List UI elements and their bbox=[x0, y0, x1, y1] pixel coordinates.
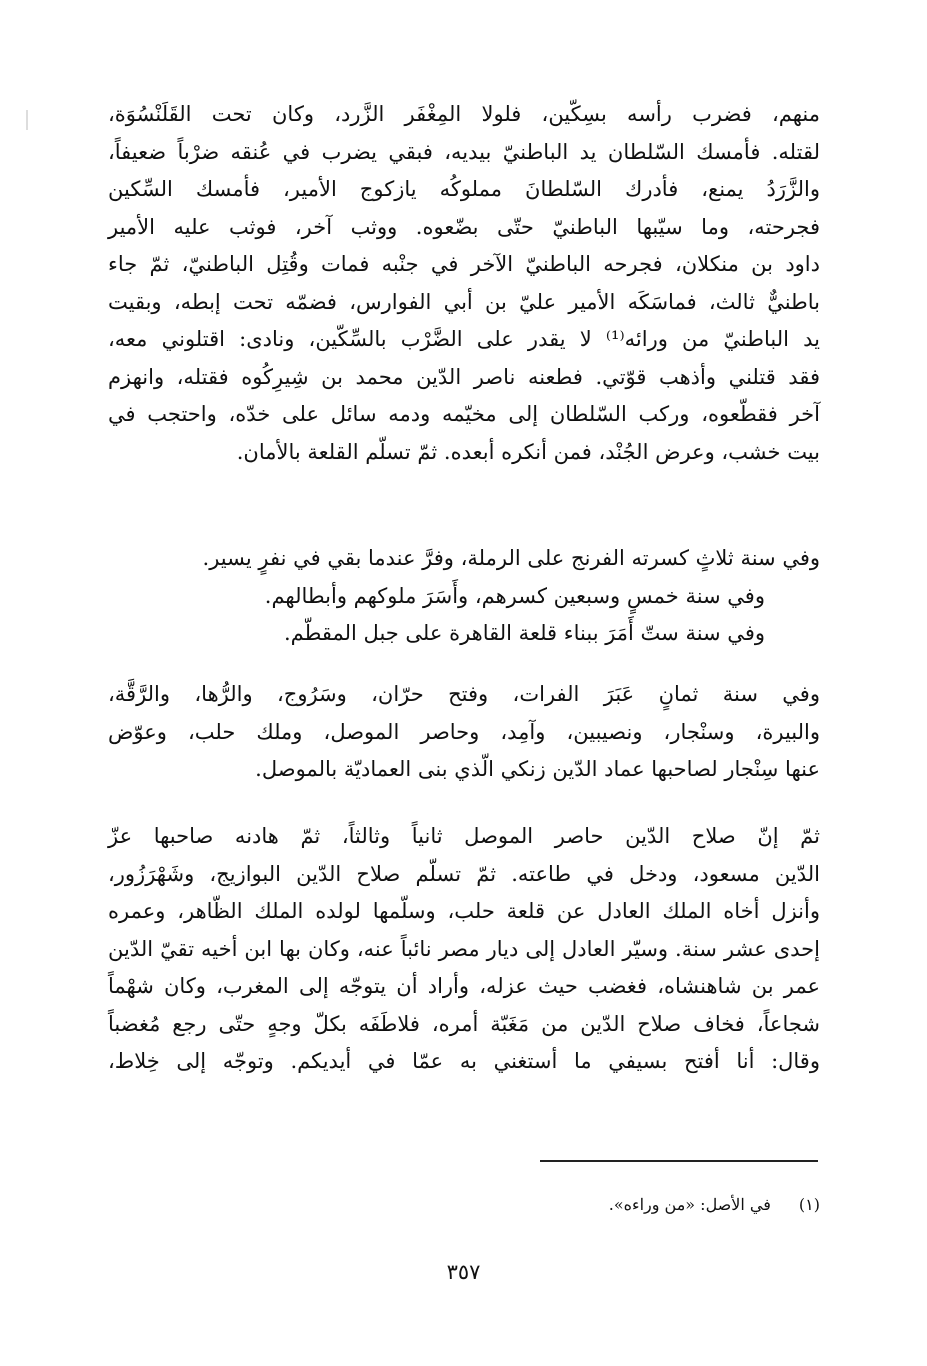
text-line: منهم، فضرب رأسه بسِكّين، فلولا المِغْفَر الزَّرد، وكان تحت القَلَنْسُوَة، bbox=[108, 102, 820, 126]
text-line: لقتله. فأمسك السّلطان يد الباطنيّ بيديه، فبقي يضرب في عُنقه ضرْباً ضعيفاً، bbox=[108, 139, 820, 164]
paragraph-4 bbox=[108, 818, 820, 1081]
footnote-number: (١) bbox=[798, 1195, 820, 1214]
footnote-divider bbox=[540, 1160, 818, 1162]
text-line: عنها سِنْجار لصاحبها عماد الدّين زنكي الّذي بنى العماديّة بالموصل. bbox=[255, 757, 820, 781]
text-line: يد الباطنيّ من ورائه⁽¹⁾ لا يقدر على الضَّرْب بالسِّكّين، ونادى: اقتلوني معه، bbox=[108, 327, 820, 351]
text-line: والزَّرَدُ يمنع، فأدرك السّلطانَ مملوكُه يازكوج الأمير، فأمسك السِّكين bbox=[108, 177, 820, 201]
page-number: ٣٥٧ bbox=[446, 1260, 481, 1284]
text-line: والبيرة، وسنْجار، ونصيبين، وآمِد، وحاصر الموصل، وملك حلب، وعوّض bbox=[108, 719, 820, 744]
text-line: وفي سنة ثمانٍ عَبَرَ الفرات، وفتح حرّان، وسَرُوج، والرُّها، والرَّقَّة، bbox=[108, 682, 820, 706]
text-line: وأنزل أخاه الملك العادل عن قلعة حلب، وسلّمها لولده الملك الظّاهر، وعمره bbox=[108, 899, 820, 923]
text-line: بيت خشب، وعرض الجُنْد، فمن أنكره أبعده. ثمّ تسلّم القلعة بالأمان. bbox=[236, 439, 820, 464]
text-line: ثمّ إنّ صلاح الدّين حاصر الموصل ثانياً وثالثاً، ثمّ هادنه صاحبها عزّ bbox=[108, 824, 820, 848]
text-line: عمر بن شاهنشاه، فغضب حيث عزله، وأراد أن يتوجّه إلى المغرب، وكان شهْماً bbox=[108, 974, 820, 998]
text-line: فقد قتلني وأذهب قوّتي. فطعنه ناصر الدّين محمد بن شِيرِكُوه فقتله، وانهزم bbox=[108, 364, 820, 389]
paragraph-2 bbox=[108, 540, 820, 653]
text-line: وقال: أنا أفتح بسيفي ما أستغني به عمّا في أيديكم. وتوجّه إلى خِلاط، bbox=[108, 1049, 820, 1073]
text-line: إحدى عشر سنة. وسيّر العادل إلى ديار مصر نائباً عنه، وكان بها ابن أخيه تقيّ الدّين bbox=[108, 936, 820, 961]
footnote-text: في الأصل: «من وراءه». bbox=[608, 1195, 771, 1214]
footnote bbox=[400, 1192, 820, 1218]
text-line: وفي سنة ستّ أَمَرَ ببناء قلعة القاهرة على جبل المقطّم. bbox=[283, 621, 765, 645]
text-line: وفي سنة ثلاثٍ كسرته الفرنج على الرملة، وفرَّ عندما بقي في نفرٍ يسير. bbox=[202, 546, 820, 570]
paragraph-1 bbox=[108, 96, 820, 471]
text-line: الدّين مسعود، ودخل في طاعته. ثمّ تسلّم صلاح الدّين البوازيج، وشَهْرَزُور، bbox=[108, 861, 820, 886]
paragraph-3 bbox=[108, 676, 820, 789]
text-line: وفي سنة خمسٍ وسبعين كسرهم، وأَسَرَ ملوكهم وأبطالهم. bbox=[264, 583, 765, 608]
text-line: شجاعاً، فخاف صلاح الدّين من مَغَبّة أمره، فلاطَفَه بكلّ وجهٍ حتّى رجع مُغضباً bbox=[108, 1011, 820, 1036]
text-line: داود بن منكلان، فجرحه الباطنيّ الآخر في جنْبه فمات وقُتِل الباطنيّ، ثمّ جاء bbox=[108, 252, 820, 276]
text-line: باطنيٌّ ثالث، فماسَكَه الأمير عليّ بن أبي الفوارس، فضمّه تحت إبطه، وبقيت bbox=[108, 289, 820, 314]
text-line: فجرحته، وما سيّبها الباطنيّ حتّى بضّعوه. ووثب آخر، فوثب عليه الأمير bbox=[108, 214, 820, 239]
text-line: آخر فقطّعوه، وركب السّلطان إلى مخيّمه ودمه سائل على خدّه، واحتجب في bbox=[108, 402, 820, 426]
margin-mark bbox=[26, 110, 28, 130]
